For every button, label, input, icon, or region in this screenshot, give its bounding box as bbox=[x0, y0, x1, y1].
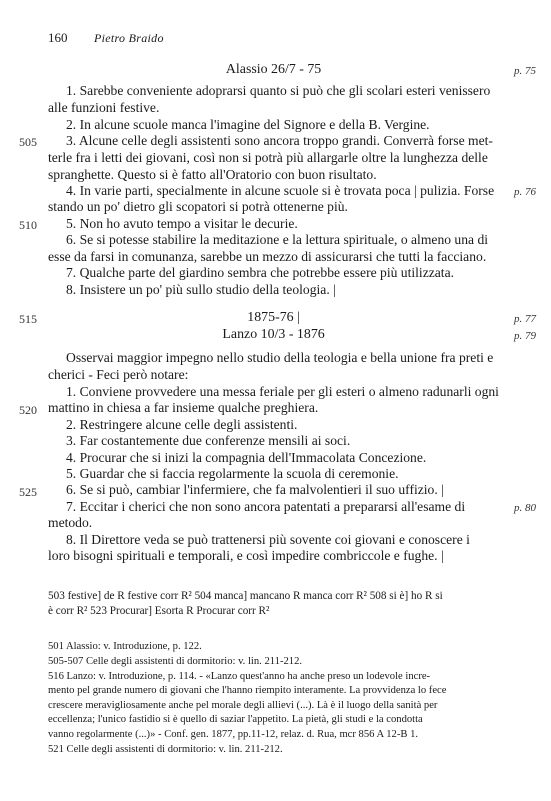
body-line: 5. Non ho avuto tempo a visitar le decurie. bbox=[66, 216, 298, 231]
note-line: 505-507 Celle degli assistenti di dormitorio: v. lin. 211-212. bbox=[48, 656, 303, 667]
margin-page-ref: p. 77 bbox=[514, 313, 536, 325]
line-number: 520 bbox=[19, 403, 37, 417]
body-line: 6. Se si potesse stabilire la meditazione e la lettura spirituale, o almeno una di bbox=[66, 232, 489, 247]
body-line: loro bisogni spirituali e temporali, e così impedire combriccole e fughe. | bbox=[48, 548, 444, 563]
body-line: 2. Restringere alcune celle degli assistenti. bbox=[66, 417, 298, 432]
body-line: 2. In alcune scuole manca l'imagine del Signore e della B. Vergine. bbox=[66, 117, 430, 132]
note-line: 501 Alassio: v. Introduzione, p. 122. bbox=[48, 641, 202, 652]
body-line: 3. Alcune celle degli assistenti sono ancora troppo grandi. Converrà forse met- bbox=[66, 133, 493, 148]
body-line: stando un po' dietro gli scopatori si potrà ottenerne più. bbox=[48, 199, 348, 214]
body-line: 1. Conviene provvedere una messa feriale per gli esteri o almeno radunarli ogni bbox=[66, 384, 499, 399]
body-line: 4. Procurar che si inizi la compagnia dell'Immacolata Concezione. bbox=[66, 450, 427, 465]
body-line: 8. Insistere un po' più sullo studio della teologia. | bbox=[66, 282, 336, 297]
section-heading-year: 1875-76 | bbox=[247, 310, 300, 325]
line-number: 510 bbox=[19, 218, 37, 232]
apparatus-line: è corr R² 523 Procurar] Esorta R Procurar corr R² bbox=[48, 605, 270, 617]
body-line: cherici - Feci però notare: bbox=[48, 367, 189, 382]
line-number: 505 bbox=[19, 135, 37, 149]
page-number: 160 bbox=[48, 30, 68, 45]
body-line: spranghette. Questo si è fatto all'Oratorio con buon risultato. bbox=[48, 167, 377, 182]
body-line: 1. Sarebbe conveniente adoprarsi quanto si può che gli scolari esteri venissero bbox=[66, 83, 491, 98]
body-line: mattino in chiesa a far insieme qualche preghiera. bbox=[48, 400, 319, 415]
line-number: 525 bbox=[19, 485, 37, 499]
note-line: 516 Lanzo: v. Introduzione, p. 114. - «Lanzo quest'anno ha anche preso un lodevole incre- bbox=[48, 671, 431, 682]
body-line: 8. Il Direttore veda se può trattenersi più sovente coi giovani e conoscere i bbox=[66, 532, 470, 547]
body-line: 4. In varie parti, specialmente in alcune scuole si è trovata poca | pulizia. Forse bbox=[66, 183, 495, 198]
section-heading-lanzo: Lanzo 10/3 - 1876 bbox=[222, 327, 325, 342]
margin-page-ref: p. 76 bbox=[514, 186, 536, 198]
note-line: crescere meravigliosamente anche pel morale degli allievi (...). Là è il luogo della sanità per bbox=[48, 700, 438, 711]
line-number: 515 bbox=[19, 312, 37, 326]
margin-page-ref: p. 75 bbox=[514, 65, 536, 77]
note-line: vanno regolarmente (...)» - Conf. gen. 1877, pp.11-12, relaz. d. Rua, mcr 856 A 12-B 1. bbox=[48, 729, 419, 740]
body-line: Osservai maggior impegno nello studio della teologia e bella unione fra preti e bbox=[66, 350, 494, 365]
body-line: metodo. bbox=[48, 515, 93, 530]
body-line: esse da farsi in comunanza, sarebbe un mezzo di assicurarsi che tutti la facciano. bbox=[48, 249, 487, 264]
body-line: 6. Se si può, cambiar l'infermiere, che fa malvolentieri il suo uffizio. | bbox=[66, 482, 444, 497]
margin-page-ref: p. 79 bbox=[514, 330, 536, 342]
running-head-author: Pietro Braido bbox=[94, 31, 164, 45]
body-line: 3. Far costantemente due conferenze mensili ai soci. bbox=[66, 433, 351, 448]
body-line: alle funzioni festive. bbox=[48, 100, 160, 115]
body-line: terle fra i letti dei giovani, così non si potrà più allargarle oltre la lunghezza delle bbox=[48, 150, 488, 165]
note-line: 521 Celle degli assistenti di dormitorio: v. lin. 211-212. bbox=[48, 744, 283, 755]
note-line: mento pel grande numero di giovani che l'hanno riempito interamente. La provvidenza lo fece bbox=[48, 685, 447, 696]
body-line: 5. Guardar che si faccia regolarmente la scuola di ceremonie. bbox=[66, 466, 399, 481]
body-line: 7. Qualche parte del giardino sembra che potrebbe essere più utilizzata. bbox=[66, 265, 455, 280]
margin-page-ref: p. 80 bbox=[514, 502, 536, 514]
section-heading-alassio: Alassio 26/7 - 75 bbox=[225, 62, 322, 77]
body-line: 7. Eccitar i cherici che non sono ancora patentati a prepararsi all'esame di bbox=[66, 499, 466, 514]
note-line: eccellenza; l'unico fastidio si è quello di saziar l'appetito. La pietà, gli studi e la condotta bbox=[48, 714, 423, 725]
apparatus-line: 503 festive] de R festive corr R² 504 manca] mancano R manca corr R² 508 si è] ho R si bbox=[48, 590, 443, 602]
